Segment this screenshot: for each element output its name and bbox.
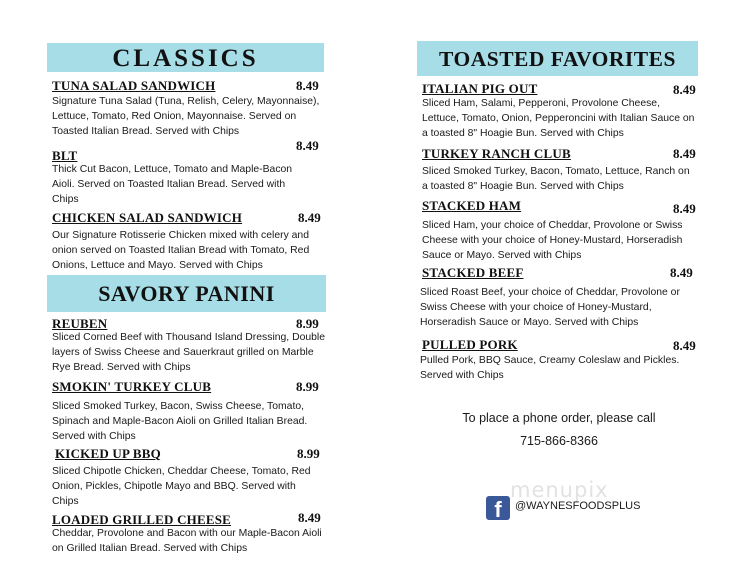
menu-item-name: SMOKIN' TURKEY CLUB [52, 379, 212, 394]
facebook-icon[interactable]: f [486, 496, 510, 520]
watermark: menupix [510, 478, 609, 502]
phone-number[interactable]: 715-866-8366 [520, 434, 598, 448]
menu-item-price: 8.99 [297, 446, 320, 461]
menu-item-name: STACKED HAM [422, 198, 522, 213]
toasted-banner: TOASTED FAVORITES [417, 41, 698, 76]
menu-item-desc: Signature Tuna Salad (Tuna, Relish, Celery, Mayonnaise), Lettuce, Tomato, Red Onion, Mayonnaise. Served on Toasted Italian Bread. Served with Chips [52, 96, 320, 137]
menu-item-price: 8.49 [298, 510, 321, 525]
panini-banner: SAVORY PANINI [47, 275, 326, 312]
menu-item-price: 8.49 [673, 146, 696, 161]
menu-item-desc: Pulled Pork, BBQ Sauce, Creamy Coleslaw and Pickles. Served with Chips [420, 355, 680, 381]
menu-item-name: LOADED GRILLED CHEESE [52, 512, 232, 527]
menu-item-price: 8.49 [298, 210, 321, 225]
menu-item-desc: Sliced Smoked Turkey, Bacon, Swiss Cheese, Tomato, Spinach and Maple-Bacon Aioli on Grilled Italian Bread. Served with Chips [52, 401, 308, 442]
menu-item-desc: Our Signature Rotisserie Chicken mixed with celery and onion served on Toasted Italian Bread with Tomato, Red Onions, Lettuce and Mayo. Served with Chips [52, 230, 310, 271]
menu-item-desc: Sliced Smoked Turkey, Bacon, Tomato, Lettuce, Ranch on a toasted 8" Hoagie Bun. Served with Chips [422, 166, 690, 192]
menu-item-name: TUNA SALAD SANDWICH [52, 78, 216, 93]
menu-item-price: 8.99 [296, 316, 319, 331]
menu-item-name: BLT [52, 148, 78, 163]
menu-item-price: 8.49 [296, 138, 319, 153]
menu-item-name: REUBEN [52, 316, 108, 331]
menu-item-price: 8.49 [673, 338, 696, 353]
menu-item-name: ITALIAN PIG OUT [422, 81, 538, 96]
menu-item-price: 8.49 [673, 201, 696, 216]
menu-item-name: CHICKEN SALAD SANDWICH [52, 210, 243, 225]
classics-banner: CLASSICS [47, 43, 324, 72]
menu-item-desc: Sliced Corned Beef with Thousand Island Dressing, Double layers of Swiss Cheese and Sauerkraut grilled on Marble Rye Bread. Served with Chips [52, 332, 326, 373]
menu-item-name: STACKED BEEF [422, 265, 524, 280]
phone-order-text: To place a phone order, please call [462, 411, 656, 425]
menu-item-desc: Cheddar, Provolone and Bacon with our Maple-Bacon Aioli on Grilled Italian Bread. Served with Chips [52, 528, 322, 554]
menu-item-desc: Thick Cut Bacon, Lettuce, Tomato and Maple-Bacon Aioli. Served on Toasted Italian Bread. Served with Chips [52, 164, 293, 205]
menu-item-desc: Sliced Chipotle Chicken, Cheddar Cheese, Tomato, Red Onion, Pickles, Chipotle Mayo and BBQ. Served with Chips [52, 466, 311, 507]
menu-item-name: TURKEY RANCH CLUB [422, 146, 571, 161]
menu-item-price: 8.49 [670, 265, 693, 280]
menu-item-desc: Sliced Roast Beef, your choice of Cheddar, Provolone or Swiss Cheese with your choice of Honey-Mustard, Horseradish Sauce or Mayo. Served with Chips [420, 287, 680, 328]
menu-item-price: 8.49 [296, 78, 319, 93]
facebook-handle[interactable]: @WAYNESFOODSPLUS [515, 500, 641, 512]
menu-item-desc: Sliced Ham, your choice of Cheddar, Provolone or Swiss Cheese with your choice of Honey-Mustard, Horseradish Sauce or Mayo. Served with Chips [422, 220, 683, 261]
menu-item-name: KICKED UP BBQ [55, 446, 161, 461]
menu-item-price: 8.99 [296, 379, 319, 394]
menu-item-desc: Sliced Ham, Salami, Pepperoni, Provolone Cheese, Lettuce, Tomato, Onion, Pepperoncini with Italian Sauce on a toasted 8" Hoagie Bun. Served with Chips [422, 98, 695, 139]
menu-item-price: 8.49 [673, 82, 696, 97]
menu-item-name: PULLED PORK [422, 337, 518, 352]
